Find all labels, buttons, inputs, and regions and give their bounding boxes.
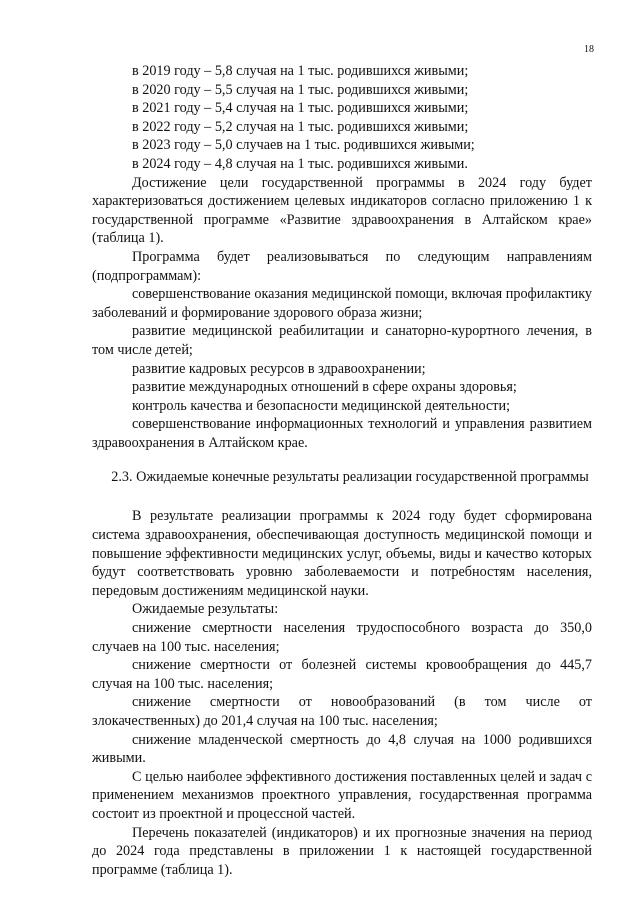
paragraph-project: С целью наиболее эффективного достижения поставленных целей и задач с применением механизмов проектного управления, государственная программа состоит из проектной и процессной частей.	[92, 768, 592, 822]
expected-result-item: снижение смертности от новообразований (в том числе от злокачественных) до 201,4 случая на 100 тыс. населения;	[92, 694, 592, 729]
directions-list	[92, 285, 592, 452]
paragraph-indicators: Перечень показателей (индикаторов) и их прогнозные значения на период до 2024 года представлены в приложении 1 к настоящей государственной программе (таблица 1).	[92, 824, 592, 878]
direction-item: совершенствование информационных технологий и управления развитием здравоохранения в Алтайском крае.	[92, 416, 592, 451]
expected-result-item: снижение смертности от болезней системы кровообращения до 445,7 случая на 100 тыс. населения;	[92, 657, 592, 692]
direction-item: развитие медицинской реабилитации и санаторно-курортного лечения, в том числе детей;	[92, 323, 592, 358]
intro-line: в 2024 году – 4,8 случая на 1 тыс. родившихся живыми.	[132, 155, 468, 172]
paragraph-directions: Программа будет реализовываться по следующим направлениям (подпрограммам):	[92, 248, 592, 284]
page-number: 18	[584, 44, 594, 55]
direction-item: развитие международных отношений в сфере охраны здоровья;	[132, 379, 517, 396]
page-content	[92, 62, 592, 879]
direction-item: развитие кадровых ресурсов в здравоохранении;	[132, 360, 426, 377]
expected-results-list	[92, 619, 592, 768]
paragraph-goal: Достижение цели государственной программы в 2024 году будет характеризоваться достижением целевых индикаторов согласно приложению 1 к государственной программе «Развитие здравоохранения в Алтайском крае» (таблица 1).	[92, 174, 592, 247]
intro-line: в 2021 году – 5,4 случая на 1 тыс. родившихся живыми;	[132, 100, 469, 117]
intro-line: в 2022 году – 5,2 случая на 1 тыс. родившихся живыми;	[132, 118, 469, 135]
expected-results-label: Ожидаемые результаты:	[132, 601, 279, 618]
expected-result-item: снижение смертности населения трудоспособного возраста до 350,0 случаев на 100 тыс. населения;	[92, 620, 592, 655]
section-heading: 2.3. Ожидаемые конечные результаты реализации государственной программы	[111, 469, 589, 486]
intro-line: в 2023 году – 5,0 случаев на 1 тыс. родившихся живыми;	[132, 137, 475, 154]
intro-list	[92, 62, 592, 174]
intro-line: в 2019 году – 5,8 случая на 1 тыс. родившихся живыми;	[132, 63, 469, 79]
direction-item: совершенствование оказания медицинской помощи, включая профилактику заболеваний и формирование здорового образа жизни;	[92, 286, 592, 321]
expected-result-item: снижение младенческой смертность до 4,8 случая на 1000 родившихся живыми.	[92, 731, 592, 767]
intro-line: в 2020 году – 5,5 случая на 1 тыс. родившихся живыми;	[132, 81, 469, 98]
paragraph-result: В результате реализации программы к 2024 году будет сформирована система здравоохранения, обеспечивающая доступность медицинской помощи и повышение эффективности медицинских услуг, объемы, виды и качество которых будут соответствовать уровню заболеваемости и потребностям населения, передовым достижениям медицинской науки.	[92, 508, 592, 599]
direction-item: контроль качества и безопасности медицинской деятельности;	[132, 397, 511, 414]
